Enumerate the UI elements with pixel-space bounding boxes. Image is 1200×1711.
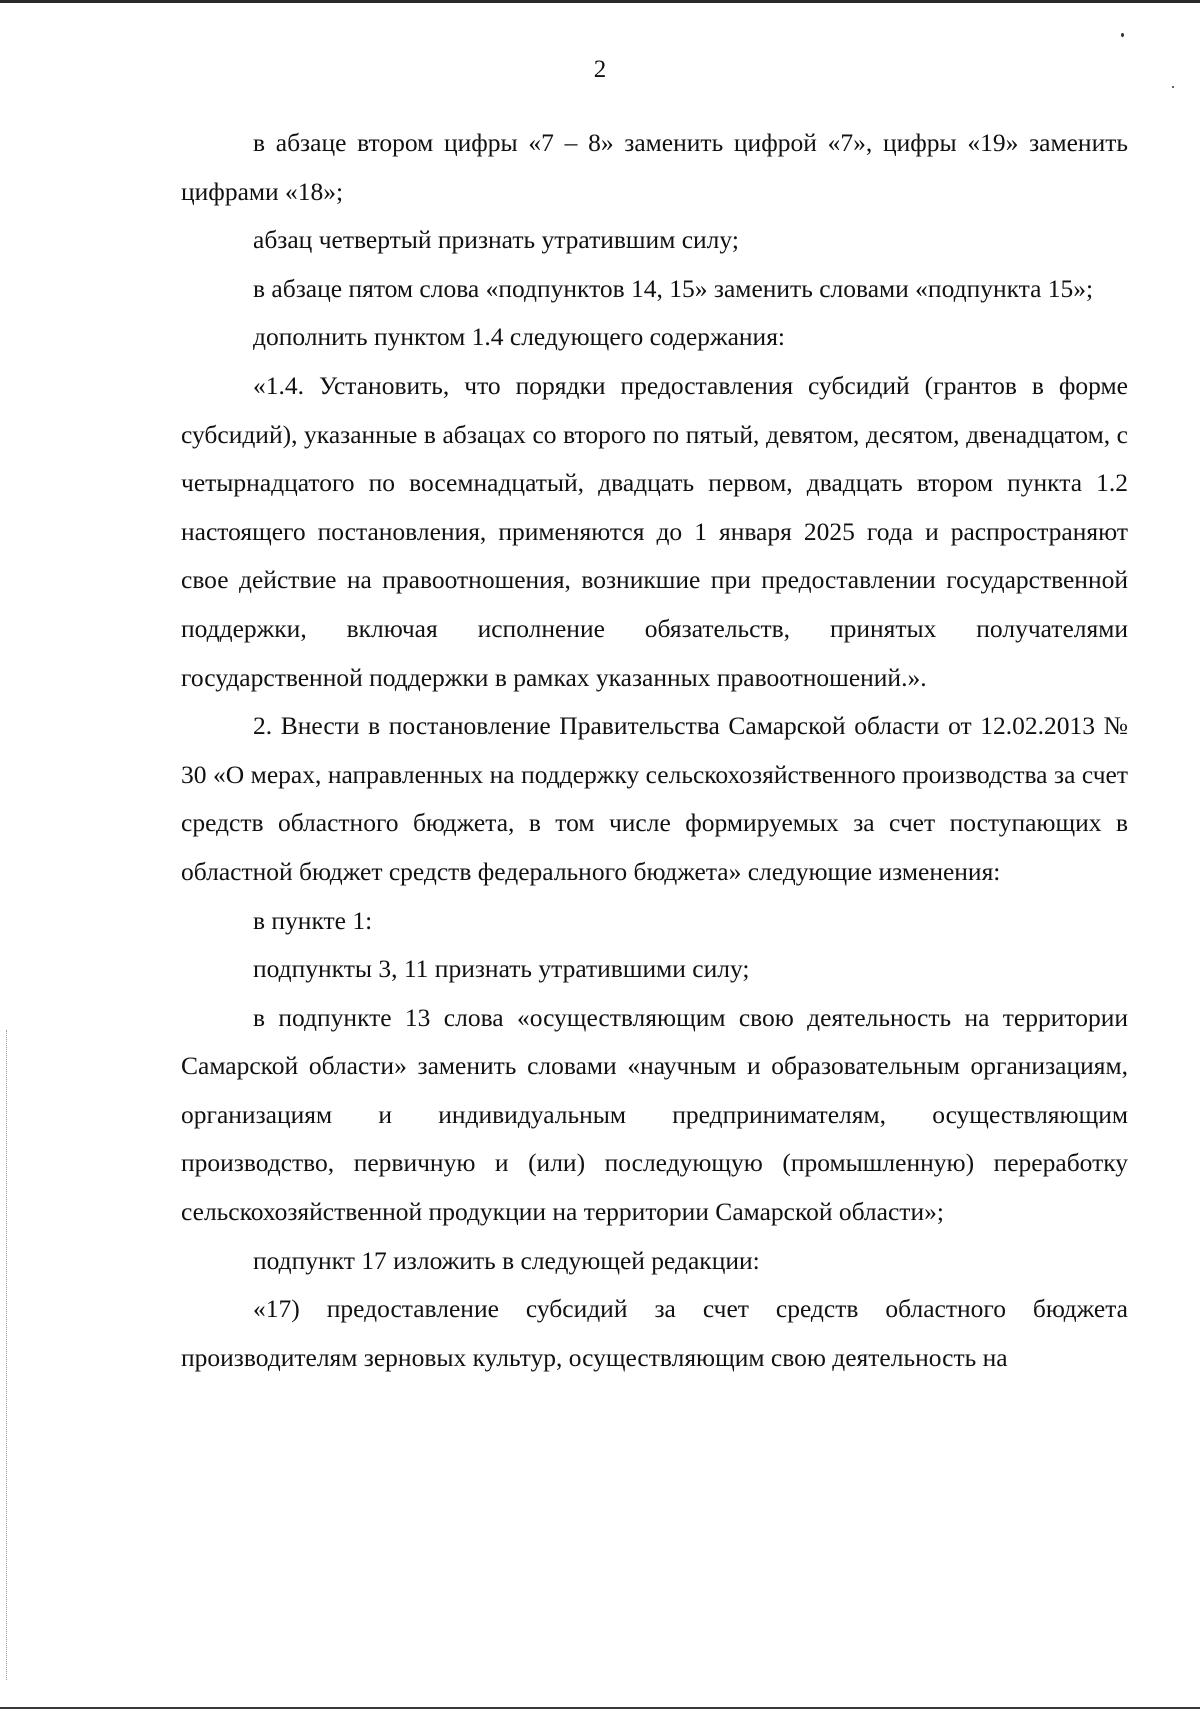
scan-left-edge (6, 1030, 8, 1680)
scan-bottom-edge (0, 1707, 1200, 1709)
document-body (181, 119, 1128, 1382)
paragraph: в подпункте 13 слова «осуществляющим свою деятельность на территории Самарской области» заменить словами «научным и образовательным организациям, организациям и индивидуальным предпринимателям, осуществляющим производство, первичную и (или) последующую (промышленную) переработку сельскохозяйственной продукции на территории Самарской области»; (181, 1002, 1128, 1227)
scan-top-edge (0, 0, 1200, 3)
paragraph: в пункте 1: (253, 905, 373, 935)
paragraph: в абзаце втором цифры «7 – 8» заменить цифрой «7», цифры «19» заменить цифрами «18»; (181, 128, 1128, 206)
page-number: 2 (593, 56, 607, 83)
paragraph: подпункт 17 изложить в следующей редакции: (253, 1245, 760, 1275)
scan-speck (1121, 33, 1124, 37)
paragraph: 2. Внести в постановление Правительства Самарской области от 12.02.2013 № 30 «О мерах, направленных на поддержку сельскохозяйственного производства за счет средств областного бюджета, в том числе формируемых за счет поступающих в областной бюджет средств федерального бюджета» следующие изменения: (181, 711, 1128, 886)
paragraph: дополнить пунктом 1.4 следующего содержания: (253, 322, 786, 352)
scan-speck (1172, 86, 1174, 88)
paragraph: «17) предоставление субсидий за счет средств областного бюджета производителям зерновых культур, осуществляющим свою деятельность на (181, 1294, 1128, 1372)
paragraph: «1.4. Установить, что порядки предоставления субсидий (грантов в форме субсидий), указанные в абзацах со второго по пятый, девятом, десятом, двенадцатом, с четырнадцатого по восемнадцатый, двадцать первом, двадцать втором пункта 1.2 настоящего постановления, применяются до 1 января 2025 года и распространяют свое действие на правоотношения, возникшие при предоставлении государственной поддержки, включая исполнение обязательств, принятых получателями государственной поддержки в рамках указанных правоотношений.». (181, 370, 1128, 692)
paragraph: подпункты 3, 11 признать утратившими силу; (253, 954, 750, 984)
paragraph: в абзаце пятом слова «подпунктов 14, 15» заменить словами «подпункта 15»; (253, 273, 1094, 303)
paragraph: абзац четвертый признать утратившим силу; (253, 225, 739, 255)
